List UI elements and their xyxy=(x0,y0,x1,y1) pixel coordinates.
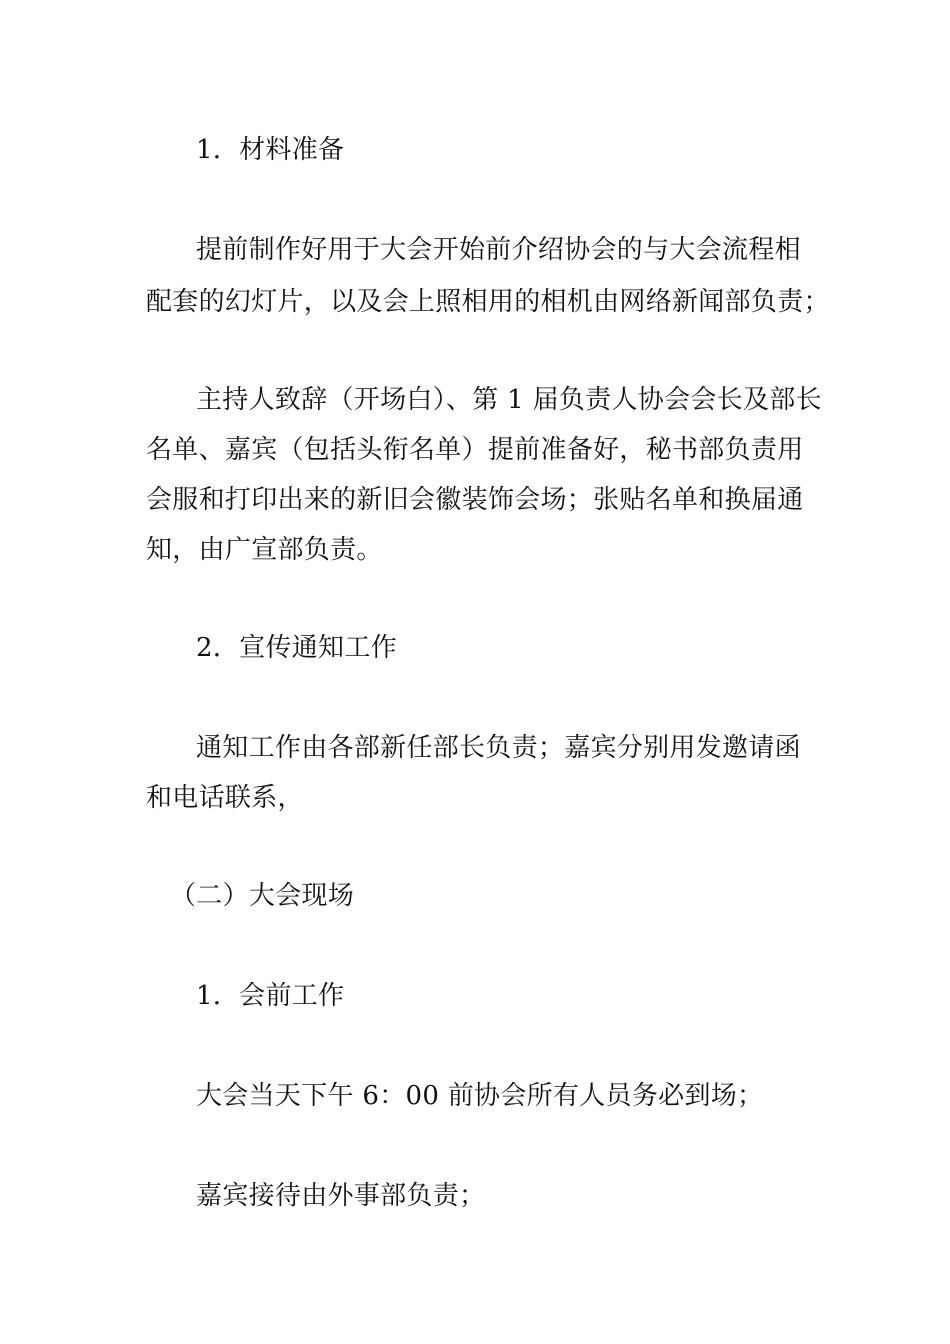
paragraph-line: 大会当天下午 6：00 前协会所有人员务必到场； xyxy=(196,1081,764,1111)
section-heading: （二）大会现场 xyxy=(170,881,355,911)
paragraph-line: 主持人致辞（开场白）、第 1 届负责人协会会长及部长 xyxy=(196,385,822,415)
heading-pre-meeting: 1．会前工作 xyxy=(196,981,345,1011)
heading-materials: 1．材料准备 xyxy=(196,135,345,165)
paragraph-line: 会服和打印出来的新旧会徽装饰会场；张贴名单和换届通 xyxy=(146,485,804,515)
paragraph-line: 配套的幻灯片，以及会上照相用的相机由网络新闻部负责； xyxy=(146,287,830,317)
heading-publicity: 2．宣传通知工作 xyxy=(196,633,397,663)
paragraph-line: 提前制作好用于大会开始前介绍协会的与大会流程相 xyxy=(196,235,801,265)
paragraph-line: 名单、嘉宾（包括头衔名单）提前准备好，秘书部负责用 xyxy=(146,435,804,465)
paragraph-line: 知，由广宣部负责。 xyxy=(146,535,383,565)
paragraph-line: 通知工作由各部新任部长负责；嘉宾分别用发邀请函 xyxy=(196,733,801,763)
paragraph-line: 和电话联系， xyxy=(146,783,304,813)
paragraph-line: 嘉宾接待由外事部负责； xyxy=(196,1181,486,1211)
